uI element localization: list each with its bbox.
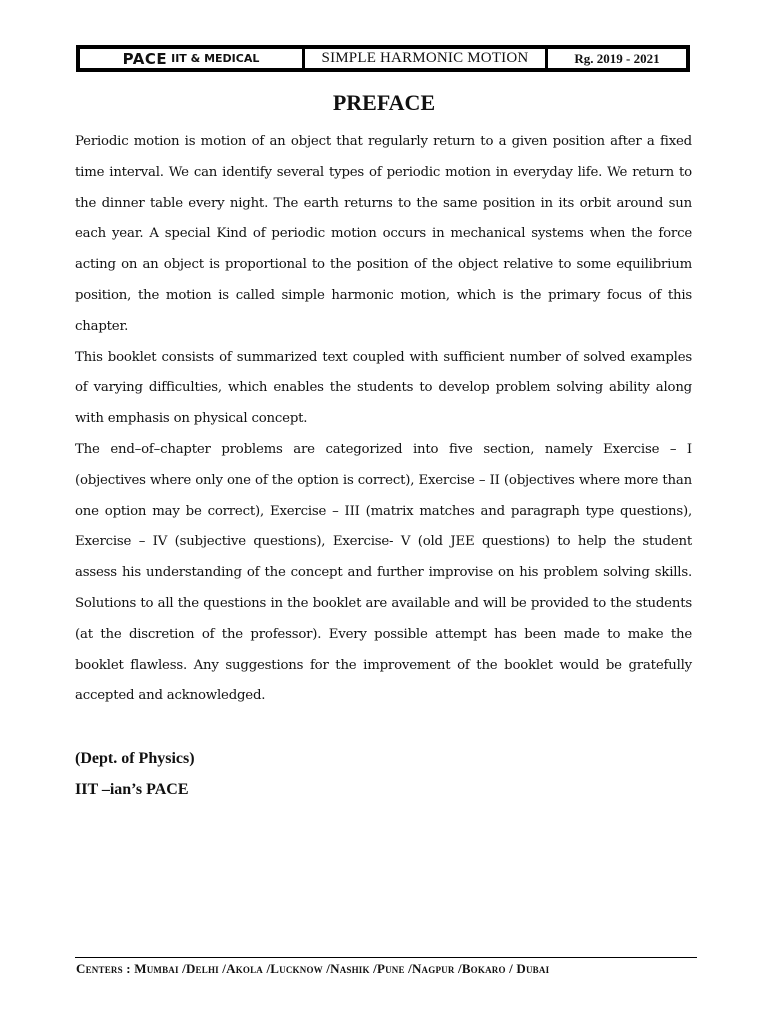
footer-centers: Centers : Mumbai /Delhi /Akola /Lucknow /Nashik /Pune /Nagpur /Bokaro / Dubai <box>76 961 550 976</box>
logo-subtitle: IIT & MEDICAL <box>171 52 260 65</box>
preface-body <box>75 127 692 712</box>
chapter-topic-text: SIMPLE HARMONIC MOTION <box>321 50 529 66</box>
footer-divider <box>75 957 697 958</box>
batch-label <box>548 49 686 68</box>
batch-label-text: Rg. 2019 - 2021 <box>574 50 660 66</box>
paragraph-3: The end–of–chapter problems are categorized into five section, namely Exercise – I (objectives where only one of the option is correct), Exercise – II (objectives where more than one option may be correct), Exercise – III (matrix matches and paragraph type questions), Exercise – IV (subjective questions), Exercise- V (old JEE questions) to help the student assess his understanding of the concept and further improvise on his problem solving skills. Solutions to all the questions in the booklet are available and will be provided to the students (at the discretion of the professor). Every possible attempt has been made to make the booklet flawless. Any suggestions for the improvement of the booklet would be gratefully accepted and acknowledged. <box>75 441 692 704</box>
logo-text: PACE <box>122 49 168 68</box>
page-header <box>76 45 690 72</box>
signature-block <box>75 743 195 805</box>
brand-logo <box>80 49 302 68</box>
paragraph-2: This booklet consists of summarized text coupled with sufficient number of solved examples of varying difficulties, which enables the students to develop problem solving ability along with emphasis on physical concept. <box>75 349 692 427</box>
signature-dept: (Dept. of Physics) <box>75 750 195 767</box>
paragraph-1: Periodic motion is motion of an object that regularly return to a given position after a fixed time interval. We can identify several types of periodic motion in everyday life. We return to the dinner table every night. The earth returns to the same position in its orbit around sun each year. A special Kind of periodic motion occurs in mechanical systems when the force acting on an object is proportional to the position of the object relative to some equilibrium position, the motion is called simple harmonic motion, which is the primary focus of this chapter. <box>75 134 692 334</box>
page-title: PREFACE <box>332 90 436 115</box>
signature-org: IIT –ian’s PACE <box>75 781 189 798</box>
chapter-topic <box>305 49 545 68</box>
